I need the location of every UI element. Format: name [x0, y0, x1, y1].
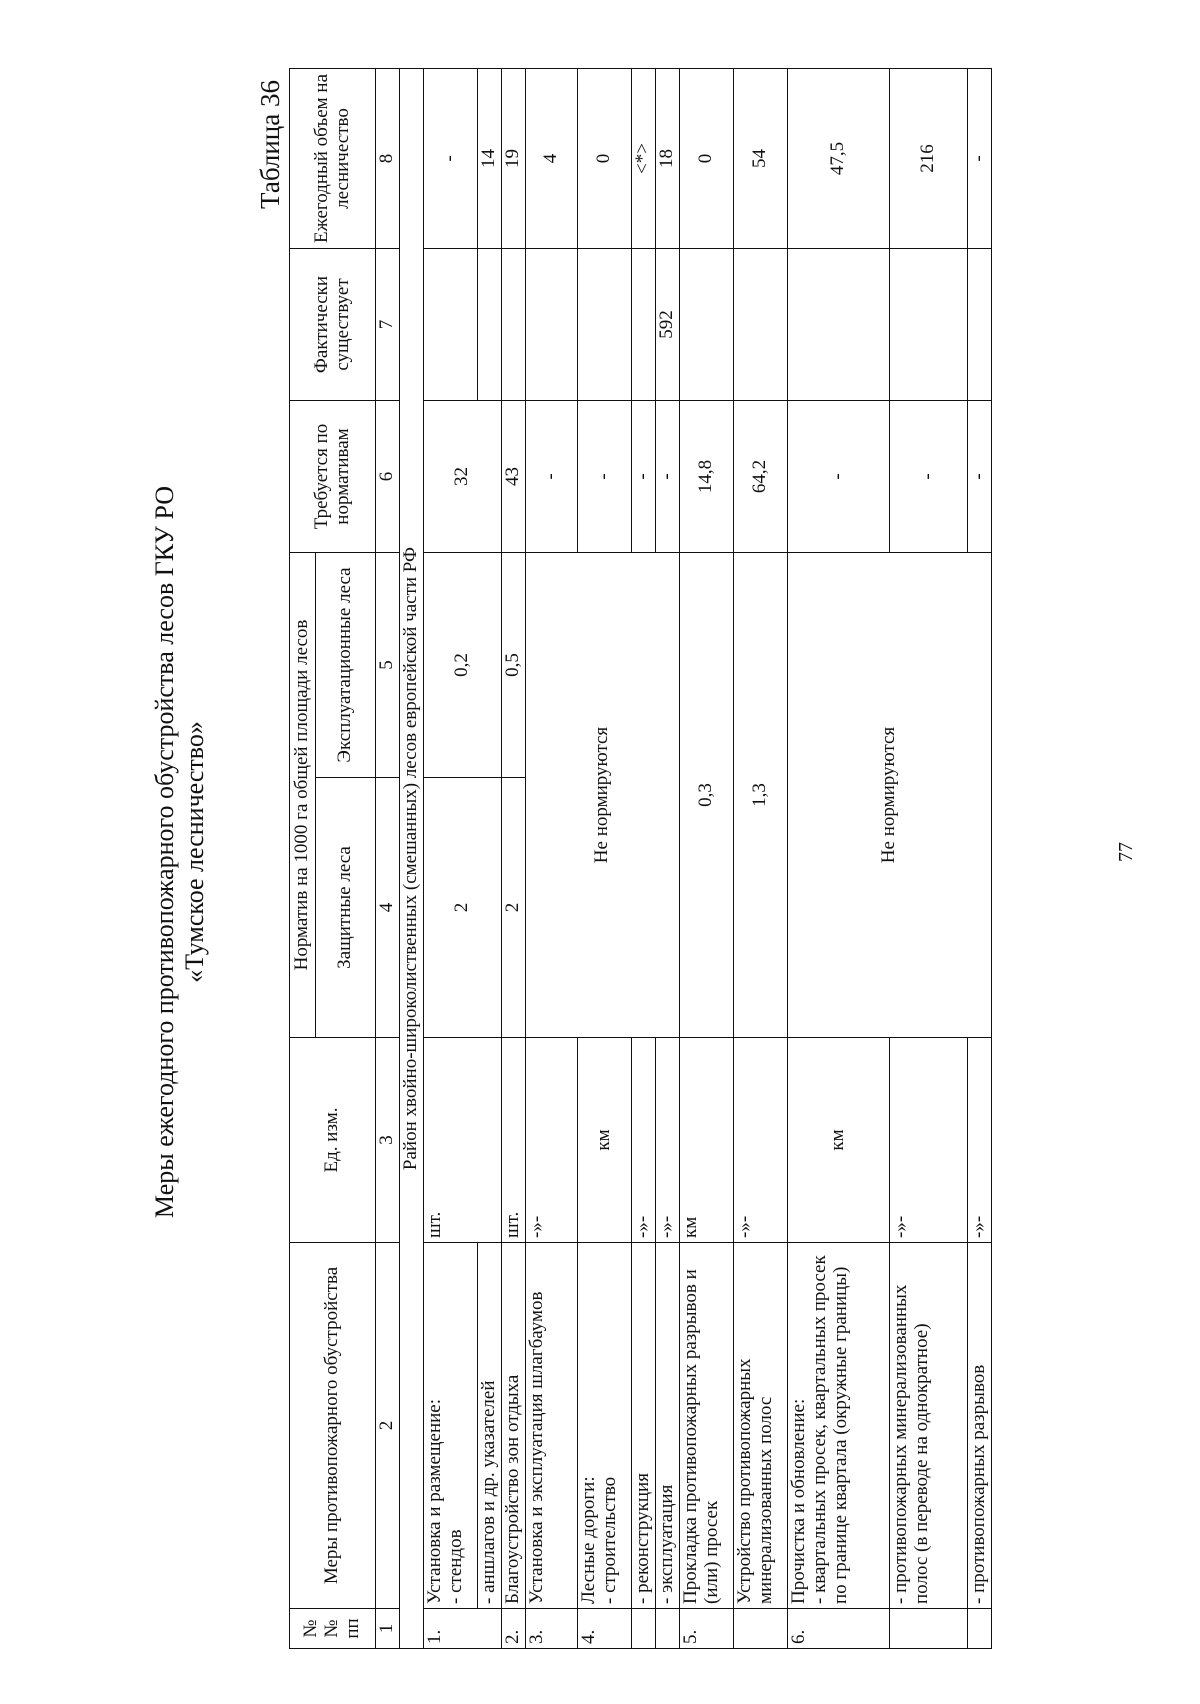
- region-label: Район хвойно-широколиственных (смешанных) лесов европейской части РФ: [400, 69, 424, 1649]
- row-annual: 216: [890, 69, 968, 249]
- row-required: -: [632, 401, 656, 553]
- row-required: 32: [424, 401, 502, 553]
- row-name: Прочистка и обновление: - квартальных просек, квартальных просек по границе квартала (окружные границы): [788, 1243, 890, 1609]
- row-required: -: [890, 401, 968, 553]
- row-name: Установка и эксплуатация шлагбаумов: [526, 1243, 578, 1609]
- row-unit: км: [680, 1038, 734, 1243]
- row-annual: 47,5: [788, 69, 890, 249]
- row-actual: [968, 249, 992, 401]
- row-unit: шт.: [502, 1038, 526, 1243]
- row-annual: 18: [656, 69, 680, 249]
- not-normed-cell: Не нормируются: [788, 553, 992, 1038]
- row-actual: [890, 249, 968, 401]
- row-required: -: [788, 401, 890, 553]
- row-name: - противопожарных разрывов: [968, 1243, 992, 1609]
- colnum: 3: [376, 1038, 400, 1243]
- row-exploitation: 0,5: [502, 553, 526, 778]
- row-protective: 2: [502, 778, 526, 1038]
- row-name: Лесные дороги: - строительство: [578, 1243, 632, 1609]
- row-unit: км: [788, 1038, 890, 1243]
- table-row: [526, 69, 578, 1649]
- table-row: [502, 69, 526, 1649]
- row-num: 4.: [578, 1609, 632, 1649]
- header-row: [290, 69, 316, 1649]
- table-row: [734, 69, 788, 1649]
- row-annual: 14: [478, 69, 502, 249]
- row-unit: -»-: [890, 1038, 968, 1243]
- row-name: Установка и размещение: - стендов: [424, 1243, 478, 1609]
- row-required: -: [578, 401, 632, 553]
- document-title: Меры ежегодного противопожарного обустройства лесов ГКУ РО: [150, 485, 179, 1219]
- table-row: [680, 69, 734, 1649]
- document-subtitle: «Тумское лесничество»: [180, 721, 209, 983]
- header-measures: Меры противопожарного обустройства: [290, 1243, 376, 1609]
- colnum: 2: [376, 1243, 400, 1609]
- row-num: [734, 1609, 788, 1649]
- row-actual: [632, 249, 656, 401]
- row-actual: [526, 249, 578, 401]
- row-unit: -»-: [968, 1038, 992, 1243]
- fire-measures-table: [289, 68, 992, 1649]
- row-num: [968, 1609, 992, 1649]
- row-required: -: [968, 401, 992, 553]
- region-row: [400, 69, 424, 1649]
- row-num: 5.: [680, 1609, 734, 1649]
- colnum: 5: [376, 553, 400, 778]
- header-actual: Фактически существует: [290, 249, 376, 401]
- row-unit: -»-: [734, 1038, 788, 1243]
- colnum: 1: [376, 1609, 400, 1649]
- header-annual: Ежегодный объем на лесничество: [290, 69, 376, 249]
- row-required: -: [526, 401, 578, 553]
- header-norm-group: Норматив на 1000 га общей площади лесов: [290, 553, 316, 1038]
- row-num: [632, 1609, 656, 1649]
- row-required: -: [656, 401, 680, 553]
- table-row: [424, 69, 478, 1649]
- row-num: 1.: [424, 1609, 502, 1649]
- row-annual: 0: [680, 69, 734, 249]
- page-number: 77: [1115, 842, 1137, 862]
- row-name: - противопожарных минерализованных полос (в переводе на однократное): [890, 1243, 968, 1609]
- row-name: - реконструкция: [632, 1243, 656, 1609]
- colnum: 6: [376, 401, 400, 553]
- row-annual: <*>: [632, 69, 656, 249]
- row-actual: [502, 249, 526, 401]
- row-actual: 592: [656, 249, 680, 401]
- row-unit: -»-: [656, 1038, 680, 1243]
- row-num: 6.: [788, 1609, 890, 1649]
- row-unit: -»-: [526, 1038, 578, 1243]
- header-num: №№ пп: [290, 1609, 376, 1649]
- row-protective: 2: [424, 778, 502, 1038]
- table-row: [788, 69, 890, 1649]
- row-num: 2.: [502, 1609, 526, 1649]
- header-exploitation: Эксплуатационные леса: [316, 553, 376, 778]
- row-actual: [424, 249, 478, 401]
- row-required: 43: [502, 401, 526, 553]
- row-exploitation: 0,2: [424, 553, 502, 778]
- row-norm: 1,3: [734, 553, 788, 1038]
- column-number-row: [376, 69, 400, 1649]
- colnum: 8: [376, 69, 400, 249]
- row-actual: [578, 249, 632, 401]
- row-unit: км: [578, 1038, 632, 1243]
- row-name: Устройство противопожарных минерализованных полос: [734, 1243, 788, 1609]
- header-unit: Ед. изм.: [290, 1038, 376, 1243]
- table-number: Таблица 36: [255, 80, 285, 209]
- row-annual: 0: [578, 69, 632, 249]
- header-required: Требуется по нормативам: [290, 401, 376, 553]
- row-num: [890, 1609, 968, 1649]
- row-actual: [734, 249, 788, 401]
- row-annual: -: [968, 69, 992, 249]
- row-norm: 0,3: [680, 553, 734, 1038]
- row-num: [656, 1609, 680, 1649]
- not-normed-cell: Не нормируются: [526, 553, 680, 1038]
- row-annual: 4: [526, 69, 578, 249]
- colnum: 7: [376, 249, 400, 401]
- header-protective: Защитные леса: [316, 778, 376, 1038]
- row-unit: -»-: [632, 1038, 656, 1243]
- row-name: - аншлагов и др. указателей: [478, 1243, 502, 1609]
- row-annual: 54: [734, 69, 788, 249]
- row-name: - эксплуатация: [656, 1243, 680, 1609]
- row-actual: [788, 249, 890, 401]
- row-name: Прокладка противопожарных разрывов и (или) просек: [680, 1243, 734, 1609]
- row-unit: шт.: [424, 1038, 502, 1243]
- row-name: Благоустройство зон отдыха: [502, 1243, 526, 1609]
- row-actual: [478, 249, 502, 401]
- row-annual: -: [424, 69, 478, 249]
- row-annual: 19: [502, 69, 526, 249]
- row-required: 14,8: [680, 401, 734, 553]
- colnum: 4: [376, 778, 400, 1038]
- row-actual: [680, 249, 734, 401]
- row-num: 3.: [526, 1609, 578, 1649]
- row-required: 64,2: [734, 401, 788, 553]
